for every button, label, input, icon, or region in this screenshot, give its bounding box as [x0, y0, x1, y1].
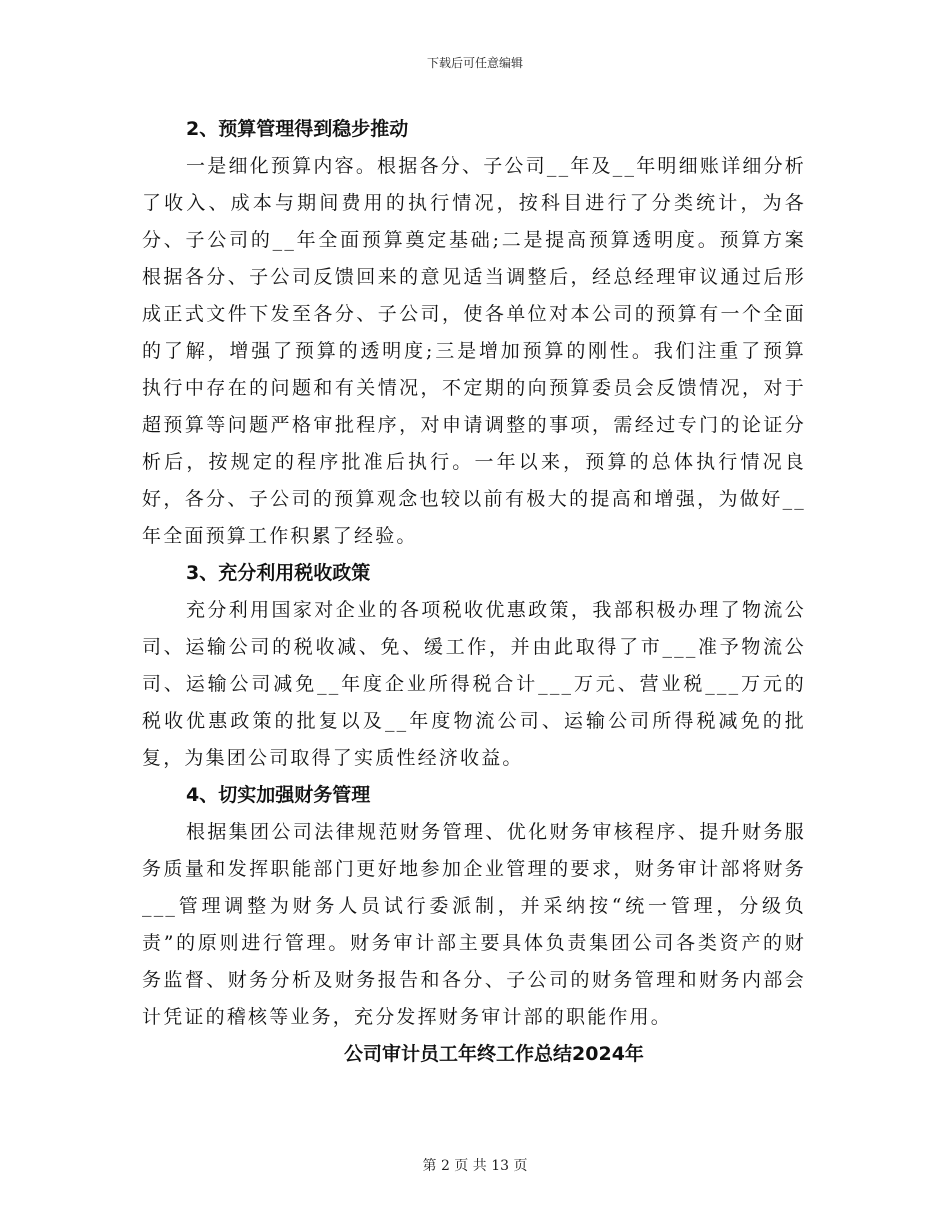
- section-paragraph: 根据集团公司法律规范财务管理、优化财务审核程序、提升财务服务质量和发挥职能部门更好地参加企业管理的要求，财务审计部将财务___管理调整为财务人员试行委派制，并采纳按“统一管理，分级负责”的原则进行管理。财务审计部主要具体负责集团公司各类资产的财务监督、财务分析及财务报告和各分、子公司的财务管理和财务内部会计凭证的稽核等业务，充分发挥财务审计部的职能作用。: [142, 821, 806, 1028]
- section-finance: [142, 777, 806, 1036]
- section-paragraph: 充分利用国家对企业的各项税收优惠政策，我部积极办理了物流公司、运输公司的税收减、免、缓工作，并由此取得了市___准予物流公司、运输公司减免__年度企业所得税合计___万元、营业税___万元的税收优惠政策的批复以及__年度物流公司、运输公司所得税减免的批复，为集团公司取得了实质性经济收益。: [142, 599, 806, 769]
- section-heading: 4、切实加强财务管理: [186, 784, 371, 806]
- section-budget: [142, 111, 806, 555]
- section-heading: 2、预算管理得到稳步推动: [186, 118, 409, 140]
- section-paragraph: 一是细化预算内容。根据各分、子公司__年及__年明细账详细分析了收入、成本与期间费用的执行情况，按科目进行了分类统计，为各分、子公司的__年全面预算奠定基础;二是提高预算透明度。预算方案根据各分、子公司反馈回来的意见适当调整后，经总经理审议通过后形成正式文件下发至各分、子公司，使各单位对本公司的预算有一个全面的了解，增强了预算的透明度;三是增加预算的刚性。我们注重了预算执行中存在的问题和有关情况，不定期的向预算委员会反馈情况，对于超预算等问题严格审批程序，对申请调整的事项，需经过专门的论证分析后，按规定的程序批准后执行。一年以来，预算的总体执行情况良好，各分、子公司的预算观念也较以前有极大的提高和增强，为做好__年全面预算工作积累了经验。: [142, 155, 806, 547]
- page-number: 第 2 页 共 13 页: [422, 1158, 528, 1174]
- document-body: [142, 111, 806, 1073]
- section-tax: [142, 555, 806, 777]
- next-document-title: 公司审计员工年终工作总结2024年: [344, 1043, 644, 1065]
- section-heading: 3、充分利用税收政策: [186, 562, 371, 584]
- header-note: 下载后可任意编辑: [426, 56, 523, 70]
